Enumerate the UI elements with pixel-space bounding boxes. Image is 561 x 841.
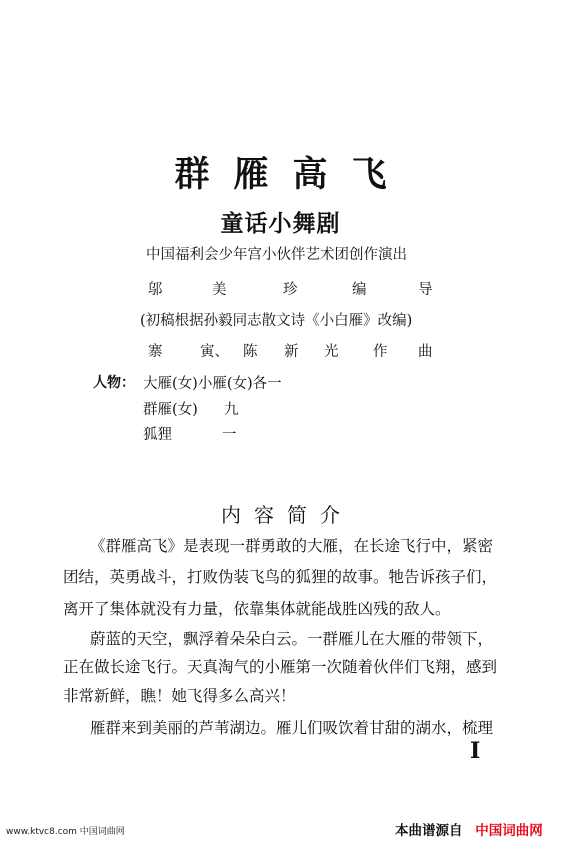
cast-role: 大雁(女)小雁(女)各一: [143, 376, 282, 392]
credit-composer-char: 寨: [148, 344, 163, 360]
footer-source: [395, 819, 543, 839]
credit-composer-char: 新: [284, 344, 299, 360]
credit-choreographer: [0, 278, 561, 298]
paragraph-line: 离开了集体就没有力量，依靠集体就能战胜凶残的敌人。: [63, 600, 451, 618]
credit-choreographer-char: 珍: [283, 282, 298, 298]
footer-watermark-url: www.ktvc8.com 中国词曲网: [6, 827, 125, 837]
paragraph-line: 雁群来到美丽的芦苇湖边。雁儿们吸饮着甘甜的湖水，梳理: [90, 719, 494, 737]
credit-composer-char: 曲: [418, 344, 433, 360]
credit-composer: [0, 340, 561, 360]
cast-count: 一: [222, 427, 237, 443]
paragraph-line: 正在做长途飞行。天真淘气的小雁第一次随着伙伴们飞翔，感到: [63, 658, 498, 676]
footer-source-site: 中国词曲网: [475, 823, 543, 839]
credit-adaptation: (初稿根据孙毅同志散文诗《小白雁》改编): [140, 313, 413, 329]
credit-composer-char: 寅、: [200, 344, 229, 360]
page-number: I: [470, 738, 481, 764]
paragraph-line: 非常新鲜，瞧！她飞得多么高兴！: [63, 687, 296, 705]
page-subtitle: 童话小舞剧: [220, 211, 341, 237]
paragraph-line: 《群雁高飞》是表现一群勇敢的大雁，在长途飞行中，紧密: [90, 537, 494, 555]
cast-label: 人物：: [93, 375, 135, 391]
credit-performance: 中国福利会少年宫小伙伴艺术团创作演出: [146, 247, 407, 263]
credit-composer-char: 光: [324, 344, 339, 360]
credit-composer-char: 陈: [243, 344, 258, 360]
credit-composer-char: 作: [373, 344, 388, 360]
credit-choreographer-char: 美: [212, 282, 227, 298]
cast-role: 群雁(女): [143, 402, 198, 418]
cast-count: 九: [224, 402, 239, 418]
footer-source-label: 本曲谱源自: [395, 823, 463, 839]
cast-role: 狐狸: [143, 427, 172, 443]
paragraph-line: 团结，英勇战斗，打败伪装飞鸟的狐狸的故事。牠告诉孩子们，: [63, 568, 498, 586]
credit-choreographer-char: 导: [418, 282, 433, 298]
paragraph-line: 蔚蓝的天空，飘浮着朵朵白云。一群雁儿在大雁的带领下，: [90, 630, 494, 648]
credit-choreographer-char: 邬: [148, 282, 163, 298]
page-title: 群雁高飞: [174, 154, 411, 195]
credit-choreographer-char: 编: [352, 282, 367, 298]
section-heading: 内容简介: [221, 503, 353, 527]
